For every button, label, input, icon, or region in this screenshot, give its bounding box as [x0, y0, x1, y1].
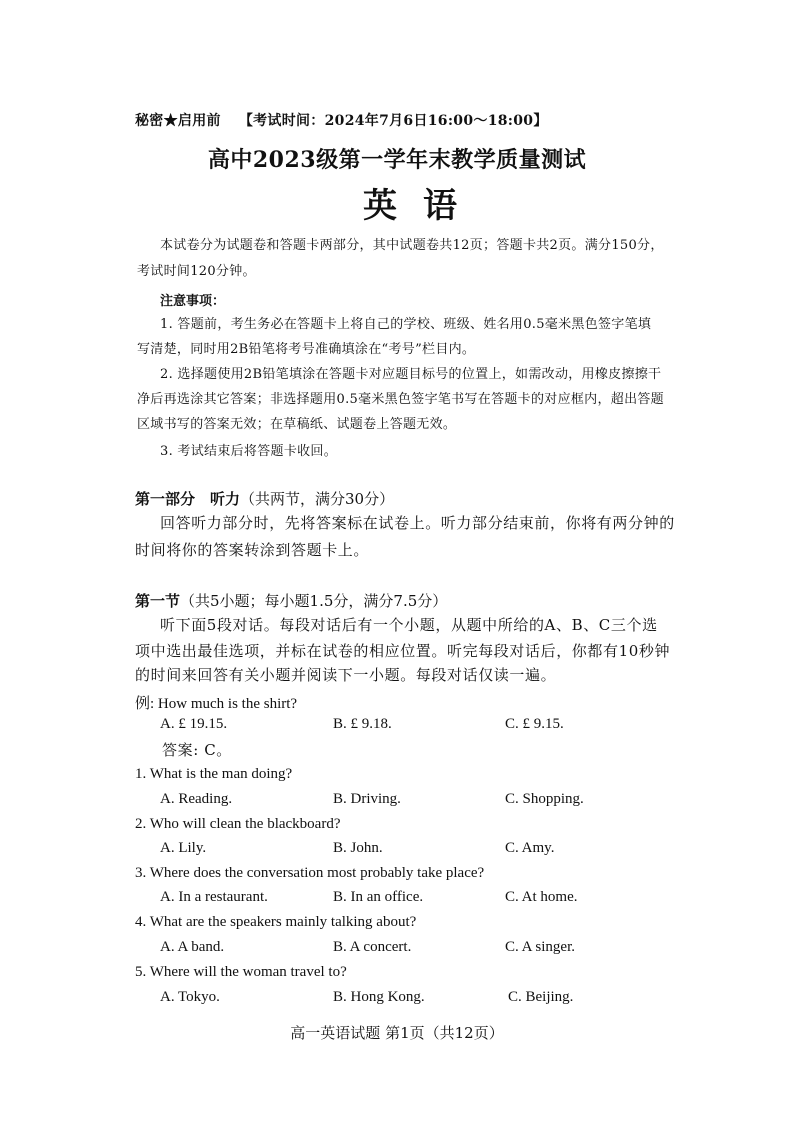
- part1-title: 第一部分 听力: [135, 490, 241, 508]
- intro-line-2: 考试时间120分钟。: [137, 264, 256, 279]
- question-1-option-c: C. Shopping.: [505, 791, 584, 807]
- section1-heading: [135, 590, 447, 611]
- example-option-a: A. £ 19.15.: [160, 716, 228, 732]
- question-5-option-b: B. Hong Kong.: [333, 989, 425, 1005]
- question-5-option-c: C. Beijing.: [508, 989, 574, 1005]
- question-3: 3. Where does the conversation most probably take place?: [135, 865, 485, 881]
- question-2-option-a: A. Lily.: [160, 840, 207, 856]
- section1-title: 第一节: [135, 592, 181, 610]
- part1-desc-line-2: 时间将你的答案转涂到答题卡上。: [135, 541, 370, 559]
- question-4-option-b: B. A concert.: [333, 939, 412, 955]
- example-question: 例: How much is the shirt?: [135, 696, 298, 712]
- part1-score: （共两节，满分30分）: [240, 490, 395, 508]
- question-1: 1. What is the man doing?: [135, 766, 293, 782]
- notice-item-1-line-2: 写清楚，同时用2B铅笔将考号准确填涂在“考号”栏目内。: [137, 342, 476, 357]
- subject-title: 英语: [363, 186, 483, 226]
- example-answer: 答案: C。: [162, 741, 232, 759]
- question-3-option-a: A. In a restaurant.: [160, 889, 268, 905]
- exam-header: [135, 110, 548, 130]
- part1-desc-line-1: 回答听力部分时，先将答案标在试卷上。听力部分结束前，你将有两分钟的: [160, 514, 675, 532]
- notice-item-2-line-1: 2. 选择题使用2B铅笔填涂在答题卡对应题目标号的位置上，如需改动，用橡皮擦擦干: [160, 367, 662, 382]
- exam-title: 高中2023级第一学年末教学质量测试: [207, 147, 587, 173]
- question-2-option-c: C. Amy.: [505, 840, 555, 856]
- question-2-option-b: B. John.: [333, 840, 383, 856]
- notice-item-2-line-3: 区域书写的答案无效；在草稿纸、试题卷上答题无效。: [137, 417, 457, 432]
- question-5-option-a: A. Tokyo.: [160, 989, 220, 1005]
- example-option-b: B. £ 9.18.: [333, 716, 392, 732]
- notice-item-1-line-1: 1. 答题前，考生务必在答题卡上将自己的学校、班级、姓名用0.5毫米黑色签字笔填: [160, 317, 652, 332]
- notice-item-3: 3. 考试结束后将答题卡收回。: [160, 444, 338, 459]
- question-4-option-a: A. A band.: [160, 939, 225, 955]
- section1-desc-line-2: 项中选出最佳选项，并标在试卷的相应位置。听完每段对话后，你都有10秒钟: [135, 642, 671, 660]
- section1-score: （共5小题；每小题1.5分，满分7.5分）: [180, 592, 448, 610]
- question-1-option-a: A. Reading.: [160, 791, 233, 807]
- page-footer: 高一英语试题 第1页（共12页）: [290, 1024, 504, 1042]
- question-2: 2. Who will clean the blackboard?: [135, 816, 341, 832]
- question-3-option-b: B. In an office.: [333, 889, 424, 905]
- question-3-option-c: C. At home.: [505, 889, 578, 905]
- example-option-c: C. £ 9.15.: [505, 716, 564, 732]
- confidential-label: 秘密★启用前: [135, 113, 221, 129]
- notice-item-2-line-2: 净后再选涂其它答案；非选择题用0.5毫米黑色签字笔书写在答题卡的对应框内，超出答题: [137, 392, 664, 407]
- exam-time: 【考试时间：2024年7月6日16:00～18:00】: [238, 113, 548, 129]
- question-1-option-b: B. Driving.: [333, 791, 401, 807]
- section1-desc-line-3: 的时间来回答有关小题并阅读下一小题。每段对话仅读一遍。: [135, 666, 557, 684]
- notice-heading: 注意事项：: [160, 294, 226, 309]
- question-5: 5. Where will the woman travel to?: [135, 964, 347, 980]
- question-4-option-c: C. A singer.: [505, 939, 576, 955]
- part1-heading: [135, 488, 394, 509]
- section1-desc-line-1: 听下面5段对话。每段对话后有一个小题，从题中所给的A、B、C三个选: [160, 616, 658, 634]
- question-4: 4. What are the speakers mainly talking about?: [135, 914, 417, 930]
- intro-line-1: 本试卷分为试题卷和答题卡两部分，其中试题卷共12页；答题卡共2页。满分150分，: [160, 238, 664, 253]
